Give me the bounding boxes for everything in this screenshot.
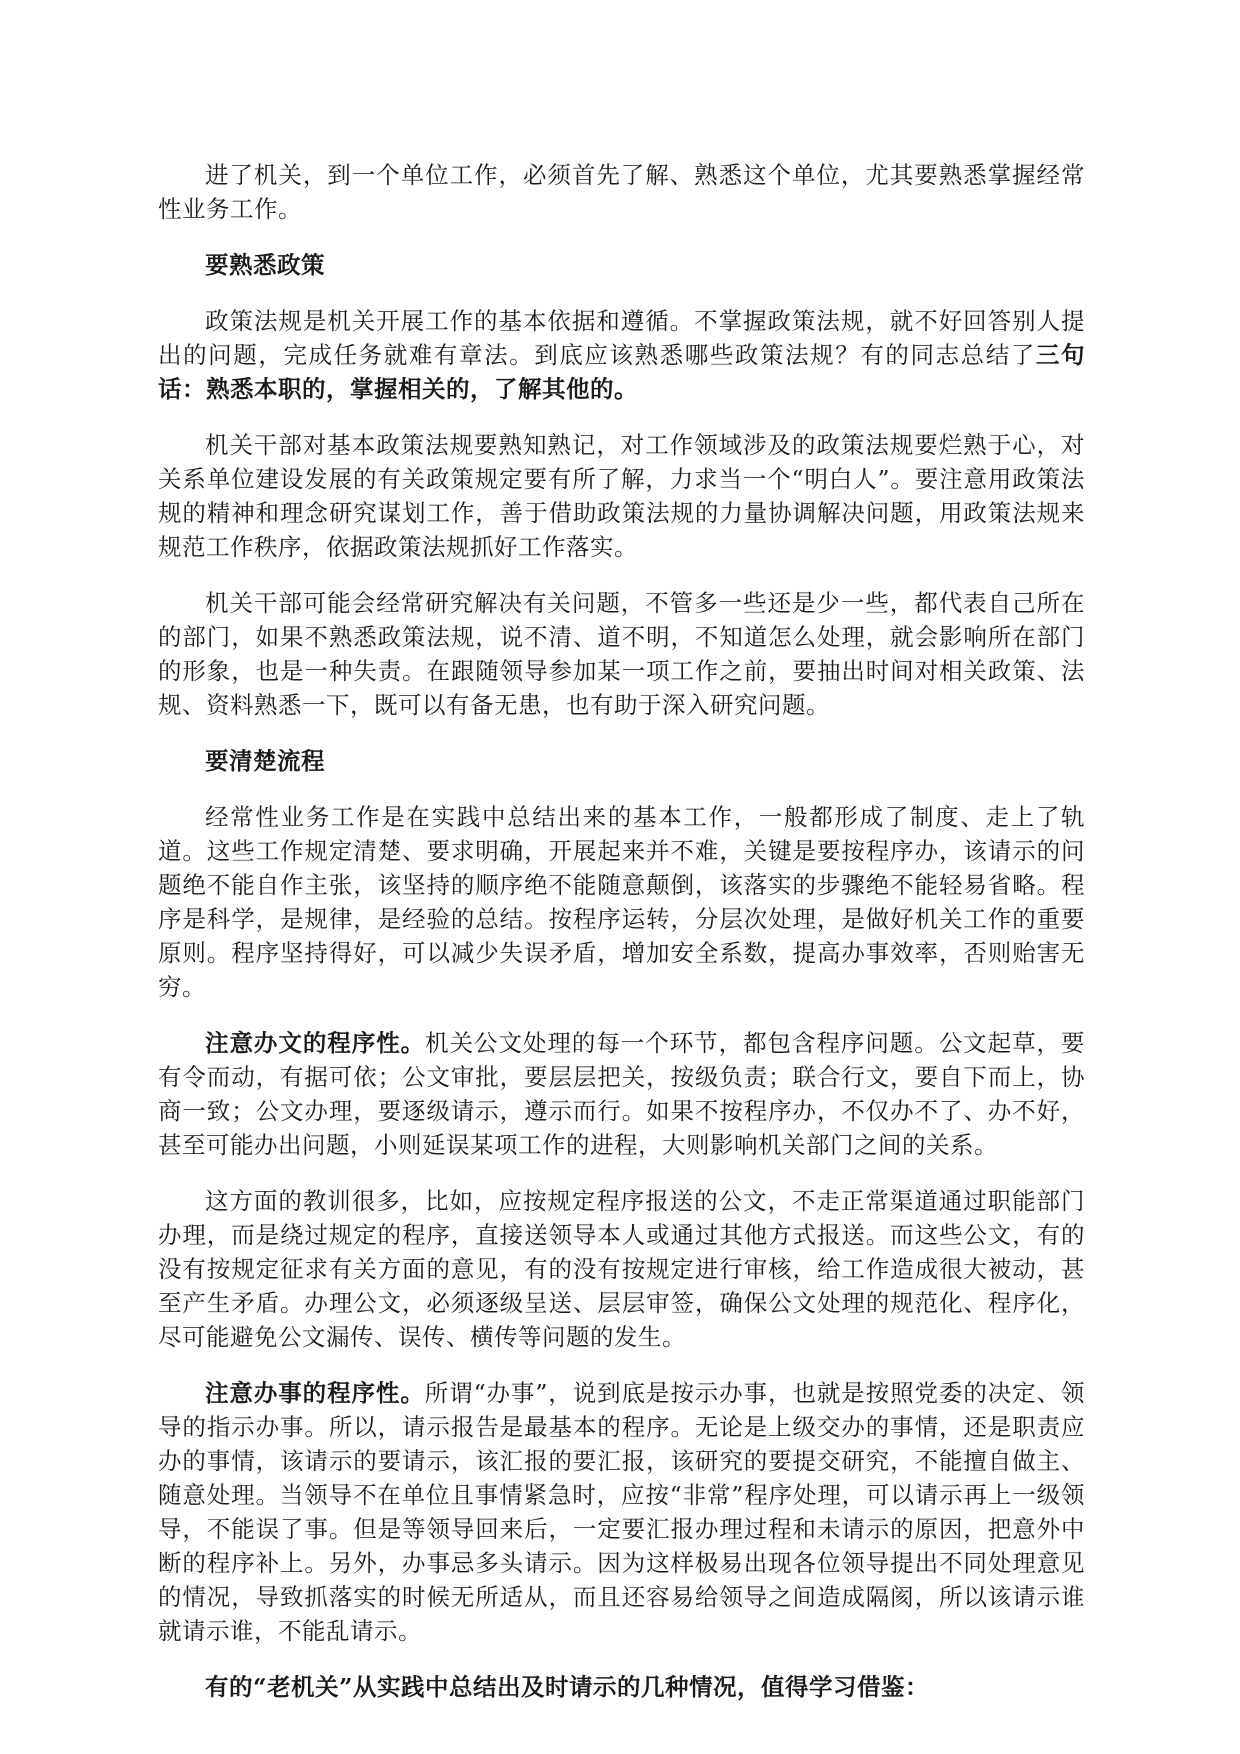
policy-paragraph-3: 机关干部可能会经常研究解决有关问题，不管多一些还是少一些，都代表自己所在的部门，如果不熟悉政策法规，说不清、道不明，不知道怎么处理，就会影响所在部门的形象，也是一种失责。在跟随领导参加某一项工作之前，要抽出时间对相关政策、法规、资料熟悉一下，既可以有备无患，也有助于深入研究问题。 — [158, 589, 1085, 719]
section-heading-policy: 要熟悉政策 — [205, 251, 325, 279]
policy-paragraph-2: 机关干部对基本政策法规要熟知熟记，对工作领域涉及的政策法规要烂熟于心，对关系单位建设发展的有关政策规定要有所了解，力求当一个“明白人”。要注意用政策法规的精神和理念研究谋划工作，善于借助政策法规的力量协调解决问题，用政策法规来规范工作秩序，依据政策法规抓好工作落实。 — [158, 431, 1085, 561]
three-sentences-emphasis: 三句话：熟悉本职的，掌握相关的，了解其他的。 — [158, 341, 1086, 403]
document-procedure-paragraph — [158, 1026, 1085, 1162]
document-procedure-text: 机关公文处理的每一个环节，都包含程序问题。公文起草，要有令而动，有据可依；公文审批，要层层把关，按级负责；联合行文，要自下而上，协商一致；公文办理，要逐级请示，遵示而行。如果不按程序办，不仅办不了、办不好，甚至可能办出问题，小则延误某项工作的进程，大则影响机关部门之间的关系。 — [158, 1029, 1086, 1159]
affairs-procedure-text: 所谓“办事”，说到底是按示办事，也就是按照党委的决定、领导的指示办事。所以，请示报告是最基本的程序。无论是上级交办的事情，还是职责应办的事情，该请示的要请示，该汇报的要汇报，该研究的要提交研究，不能擅自做主、随意处理。当领导不在单位且事情紧急时，应按“非常”程序处理，可以请示再上一级领导，不能误了事。但是等领导回来后，一定要汇报办理过程和未请示的原因，把意外中断的程序补上。另外，办事忌多头请示。因为这样极易出现各位领导提出不同处理意见的情况，导致抓落实的时候无所适从，而且还容易给领导之间造成隔阂，所以该请示谁就请示谁，不能乱请示。 — [158, 1379, 1086, 1645]
section-heading-process: 要清楚流程 — [205, 747, 325, 775]
process-paragraph-1: 经常性业务工作是在实践中总结出来的基本工作，一般都形成了制度、走上了轨道。这些工作规定清楚、要求明确，开展起来并不难，关键是要按程序办，该请示的问题绝不能自作主张，该坚持的顺序绝不能随意颠倒，该落实的步骤绝不能轻易省略。程序是科学，是规律，是经验的总结。按程序运转，分层次处理，是做好机关工作的重要原则。程序坚持得好，可以减少失误矛盾，增加安全系数，提高办事效率，否则贻害无穷。 — [158, 803, 1085, 1001]
policy-paragraph-1-text: 政策法规是机关开展工作的基本依据和遵循。不掌握政策法规，就不好回答别人提出的问题，完成任务就难有章法。到底应该熟悉哪些政策法规？有的同志总结了 — [158, 307, 1085, 369]
lessons-paragraph: 这方面的教训很多，比如，应按规定程序报送的公文，不走正常渠道通过职能部门办理，而是绕过规定的程序，直接送领导本人或通过其他方式报送。而这些公文，有的没有按规定征求有关方面的意见，有的没有按规定进行审核，给工作造成很大被动，甚至产生矛盾。办理公文，必须逐级呈送、层层审签，确保公文处理的规范化、程序化，尽可能避免公文漏传、误传、横传等问题的发生。 — [158, 1187, 1085, 1351]
document-procedure-lead: 注意办文的程序性。 — [205, 1029, 426, 1057]
closing-heading: 有的“老机关”从实践中总结出及时请示的几种情况，值得学习借鉴： — [205, 1673, 930, 1701]
policy-paragraph-1 — [158, 304, 1085, 406]
affairs-procedure-lead: 注意办事的程序性。 — [205, 1379, 425, 1407]
affairs-procedure-paragraph — [158, 1376, 1085, 1648]
intro-paragraph: 进了机关，到一个单位工作，必须首先了解、熟悉这个单位，尤其要熟悉掌握经常性业务工作。 — [158, 161, 1085, 223]
